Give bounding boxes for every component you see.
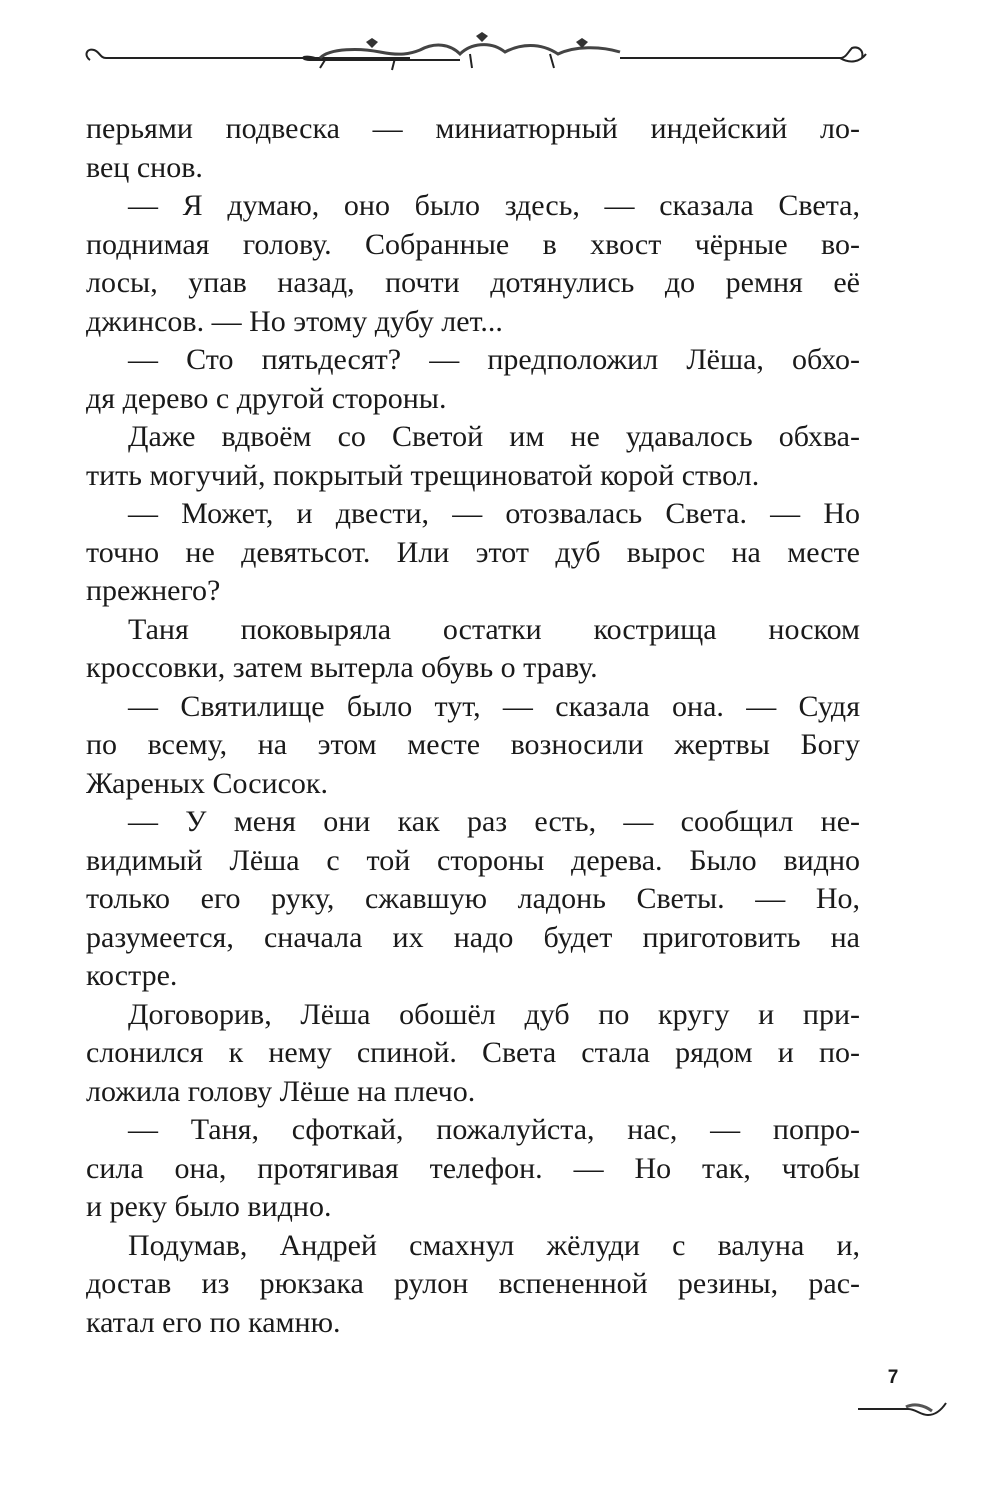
text-line: дя дерево с другой стороны. (86, 381, 447, 415)
text-line: перьями подвеска — миниатюрный индейский ло- (86, 112, 860, 145)
text-line: тить могучий, покрытый трещиноватой корой ствол. (86, 458, 760, 492)
paragraph (86, 996, 860, 1112)
paragraph (86, 688, 860, 804)
text-line: слонился к нему спиной. Света стала рядом и по- (86, 1036, 860, 1069)
text-line: прежнего? (86, 574, 221, 607)
text-line: поднимая голову. Собранные в хвост чёрные во- (86, 227, 860, 261)
text-line: — Я думаю, оно было здесь, — сказала Света, (128, 189, 860, 222)
bottom-ornament-flourish (850, 1395, 950, 1425)
text-line: и реку было видно. (86, 1190, 332, 1223)
text-line: вец снов. (86, 150, 203, 184)
text-line: по всему, на этом месте возносили жертвы Богу (86, 728, 860, 761)
text-line: — Сто пятьдесят? — предположил Лёша, обхо- (128, 343, 860, 376)
paragraph (86, 1111, 860, 1227)
paragraph (86, 611, 860, 688)
text-line: видимый Лёша с той стороны дерева. Было видно (86, 843, 860, 877)
text-line: Договорив, Лёша обошёл дуб по кругу и при- (128, 997, 860, 1031)
paragraph (86, 803, 860, 996)
text-line: — Таня, сфоткай, пожалуйста, нас, — попро- (128, 1113, 860, 1146)
paragraph (86, 418, 860, 495)
body-text (86, 110, 860, 1342)
text-line: Жареных Сосисок. (86, 766, 328, 800)
text-line: ложила голову Лёше на плечо. (86, 1074, 476, 1108)
paragraph (86, 1227, 860, 1343)
text-line: Даже вдвоём со Светой им не удавалось обхва- (128, 420, 860, 453)
paragraph (86, 110, 860, 187)
paragraph (86, 341, 860, 418)
text-line: Подумав, Андрей смахнул жёлуди с валуна и, (128, 1228, 860, 1262)
text-line: джинсов. — Но этому дубу лет... (86, 304, 503, 338)
text-line: катал его по камню. (86, 1305, 341, 1339)
text-line: — У меня они как раз есть, — сообщил не- (128, 805, 860, 838)
text-line: разумеется, сначала их надо будет приготовить на (86, 920, 860, 954)
text-line: Таня поковыряла остатки кострища носком (128, 612, 860, 646)
text-line: — Святилище было тут, — сказала она. — Судя (128, 689, 860, 723)
text-line: костре. (86, 959, 178, 992)
text-line: только его руку, сжавшую ладонь Светы. — Но, (86, 882, 860, 915)
text-line: сила она, протягивая телефон. — Но так, чтобы (86, 1151, 860, 1185)
text-line: кроссовки, затем вытерла обувь о траву. (86, 651, 598, 684)
text-line: — Может, и двести, — отозвалась Света. — Но (128, 497, 860, 530)
page-number: 7 (887, 1367, 899, 1388)
paragraph (86, 495, 860, 611)
text-line: достав из рюкзака рулон вспененной резины, рас- (86, 1267, 860, 1300)
text-line: лосы, упав назад, почти дотянулись до ремня её (86, 266, 860, 299)
top-ornament-divider (80, 30, 870, 80)
text-line: точно не девятьсот. Или этот дуб вырос на месте (86, 535, 860, 569)
paragraph (86, 187, 860, 341)
